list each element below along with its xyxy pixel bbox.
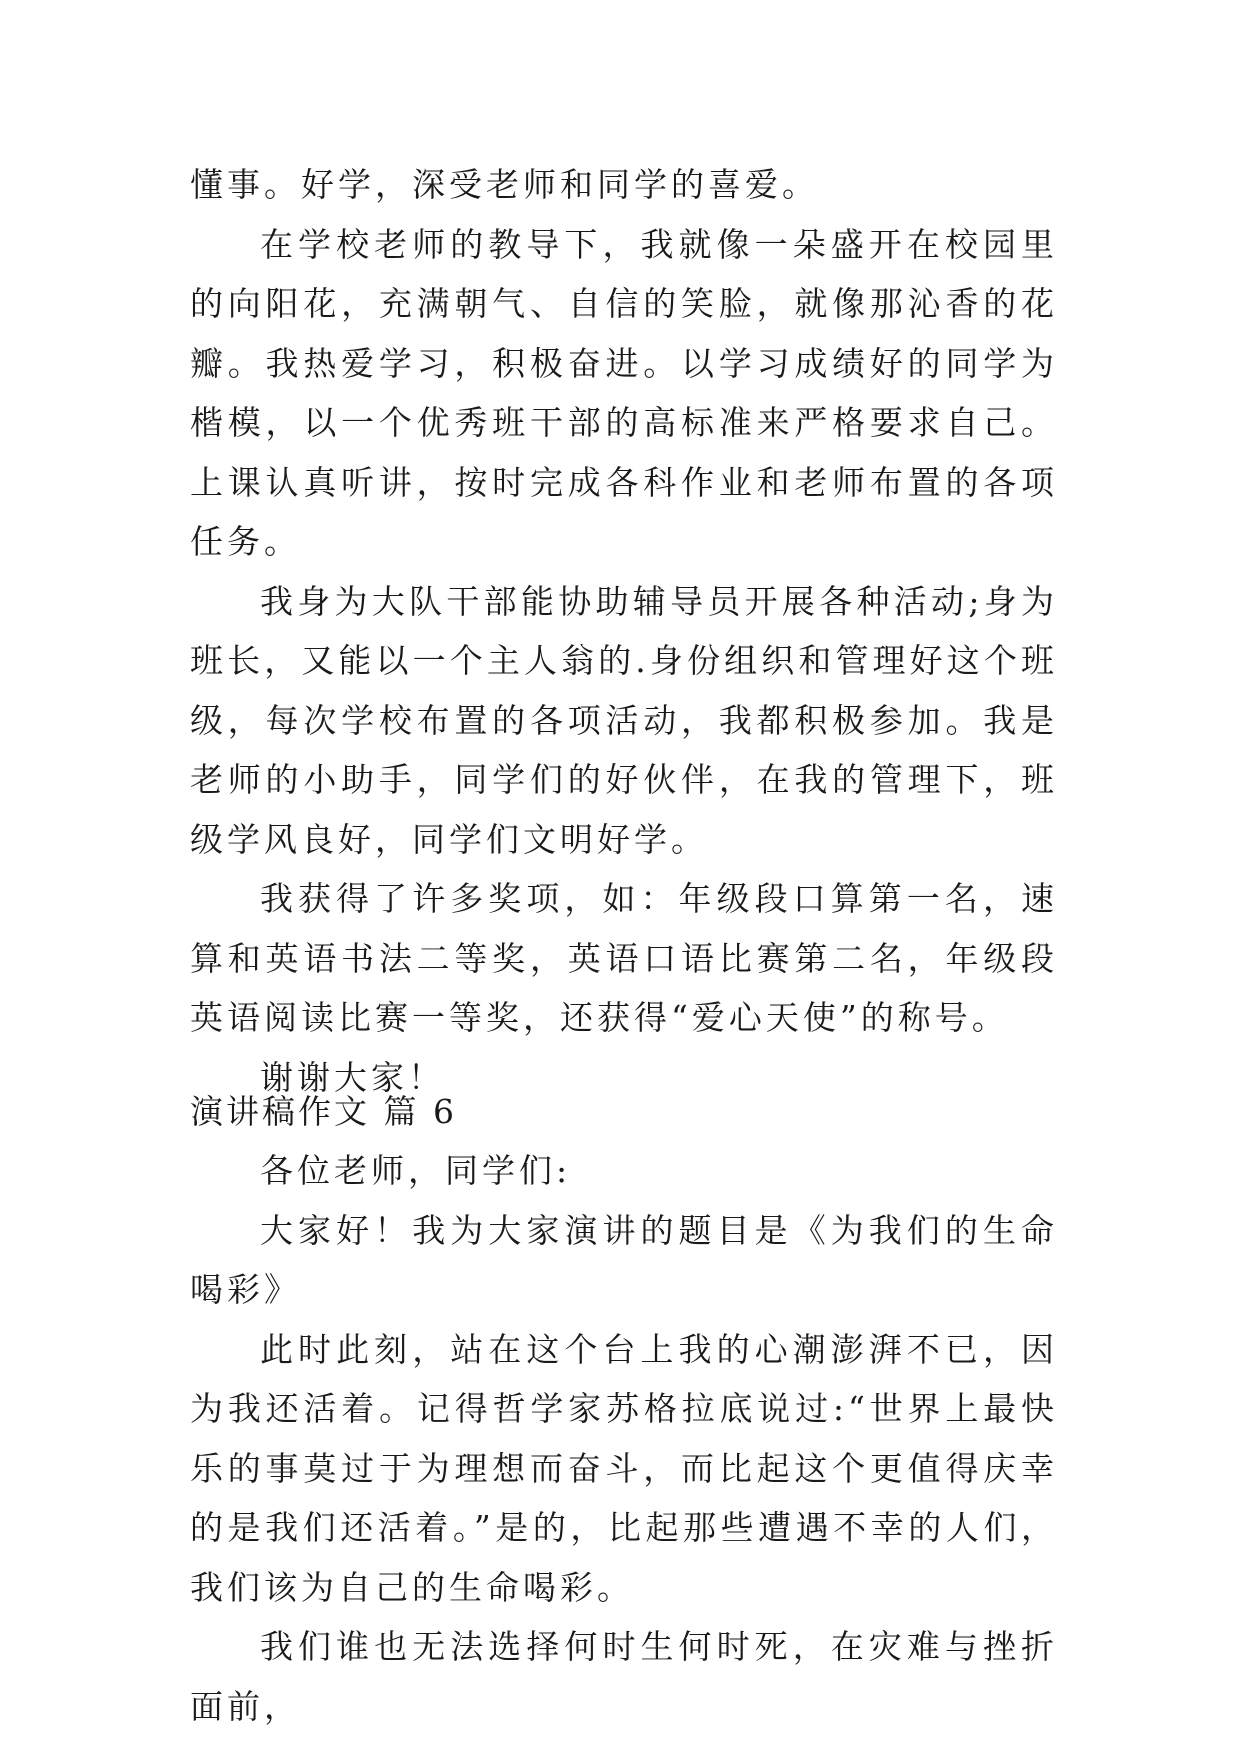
body-text-top: [190, 155, 1058, 1107]
paragraph: 大家好！我为大家演讲的题目是《为我们的生命喝彩》: [190, 1210, 1058, 1309]
paragraph: 懂事。好学，深受老师和同学的喜爱。: [190, 165, 819, 204]
paragraph: 各位老师，同学们:: [260, 1151, 572, 1190]
section-heading: 演讲稿作文 篇 6: [190, 1092, 457, 1131]
paragraph: 我身为大队干部能协助辅导员开展各种活动;身为班长，又能以一个主人翁的.身份组织和管理好这个班级，每次学校布置的各项活动，我都积极参加。我是老师的小助手，同学们的好伙伴，在我的管理下，班级学风良好，同学们文明好学。: [190, 581, 1058, 859]
paragraph: 在学校老师的教导下，我就像一朵盛开在校园里的向阳花，充满朝气、自信的笑脸，就像那沁香的花瓣。我热爱学习，积极奋进。以学习成绩好的同学为楷模，以一个优秀班干部的高标准来严格要求自己。上课认真听讲，按时完成各科作业和老师布置的各项任务。: [190, 224, 1058, 561]
paragraph: 我们谁也无法选择何时生何时死，在灾难与挫折面前，: [190, 1627, 1058, 1726]
body-text-speech: [190, 1141, 1058, 1736]
paragraph: 此时此刻，站在这个台上我的心潮澎湃不已，因为我还活着。记得哲学家苏格拉底说过:“世界上最快乐的事莫过于为理想而奋斗，而比起这个更值得庆幸的是我们还活着。”是的，比起那些遭遇不幸的人们，我们该为自己的生命喝彩。: [190, 1329, 1058, 1607]
paragraph: 我获得了许多奖项，如：年级段口算第一名，速算和英语书法二等奖，英语口语比赛第二名，年级段英语阅读比赛一等奖，还获得“爱心天使”的称号。: [190, 879, 1058, 1037]
paragraph: 谢谢大家！: [260, 1057, 445, 1097]
